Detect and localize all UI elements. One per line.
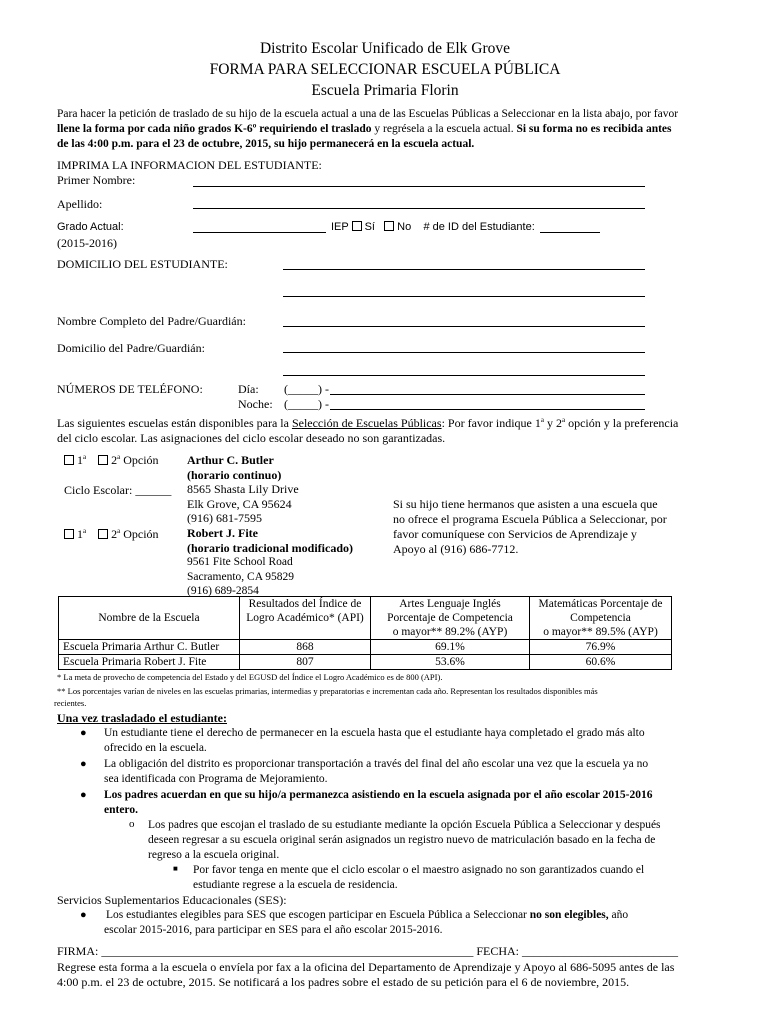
student-id-field[interactable]	[540, 232, 600, 233]
butler-second-choice-checkbox[interactable]	[98, 455, 108, 465]
grade-field[interactable]	[193, 232, 326, 233]
iep-yes-checkbox[interactable]	[352, 221, 362, 231]
parent-address-field-1[interactable]	[283, 352, 645, 353]
student-address-field-1[interactable]	[283, 269, 645, 270]
intro-line-3: de las 4:00 p.m. para el 23 de octubre, 2015, su hijo permanecerá en la escuela actual.	[57, 138, 475, 150]
school-fite-schedule: (horario tradicional modificado)	[187, 540, 353, 555]
grade-label: Grado Actual:	[57, 221, 124, 233]
cell-math: 76.9%	[530, 640, 672, 655]
day-phone-label: Día:	[238, 382, 259, 396]
header-math: Matemáticas Porcentaje de Competencia o mayor** 89.5% (AYP)	[530, 597, 672, 640]
cell-ela: 69.1%	[371, 640, 530, 655]
header-ela: Artes Lenguaje Inglés Porcentaje de Competencia o mayor** 89.2% (AYP)	[371, 597, 530, 640]
cell-math: 60.6%	[530, 655, 672, 670]
cell-school: Escuela Primaria Robert J. Fite	[59, 655, 240, 670]
cell-school: Escuela Primaria Arthur C. Butler	[59, 640, 240, 655]
siblings-note: Si su hijo tiene hermanos que asisten a una escuela que no ofrece el programa Escuela Pública a Seleccionar, por favor comuníquese con Servicios de Aprendizaje y Apoyo al (916) 686-7712.	[393, 497, 667, 556]
closing-line-2: 4:00 p.m. el 23 de octubre, 2015. Se notificará a los padres sobre el estado de su petición para el 6 de noviembre, 2015.	[57, 975, 630, 989]
footnote-percentages: ** Los porcentajes varían de niveles en las escuelas primarias, intermedias y preparatorias e incrementan cada año. Representan los resultados disponibles más	[57, 686, 598, 696]
district-title: Distrito Escolar Unificado de Elk Grove	[259, 40, 511, 57]
cell-api: 868	[240, 640, 371, 655]
circle-bullet-icon: o	[129, 818, 135, 830]
after-transfer-item-2: La obligación del distrito es proporcionar transportación a través del final del año escolar una vez que la escuela ya no sea identificada con Programa de Mejoramiento.	[104, 758, 649, 785]
iep-yes-label: Sí	[364, 221, 375, 233]
iep-no-checkbox[interactable]	[384, 221, 394, 231]
parent-name-label: Nombre Completo del Padre/Guardián:	[57, 314, 246, 328]
last-name-field[interactable]	[193, 208, 645, 209]
first-name-field[interactable]	[193, 186, 645, 187]
school-butler-name: Arthur C. Butler	[187, 453, 274, 467]
parent-name-field[interactable]	[283, 326, 645, 327]
student-info-heading: IMPRIMA LA INFORMACION DEL ESTUDIANTE:	[57, 158, 322, 172]
iep-group	[331, 221, 535, 233]
parent-address-field-2[interactable]	[283, 375, 645, 376]
day-phone-field[interactable]	[330, 394, 645, 395]
intro-line-2: llene la forma por cada niño grados K-6º requiriendo el traslado y regrésela a la escuela actual. Si su forma no es recibida antes	[57, 123, 672, 135]
table-row	[59, 640, 672, 655]
bullet-icon: ●	[80, 789, 87, 801]
schools-intro-line-1: Las siguientes escuelas están disponibles para la Selección de Escuelas Públicas: Por favor indique 1$^a$ y 2$^a$ opción y la preferencia	[57, 416, 679, 430]
first-name-label: Primer Nombre:	[57, 173, 136, 187]
ses-heading: Servicios Suplementarios Educacionales (SES):	[57, 893, 287, 907]
signature-date-line[interactable]: FIRMA: ______________________________________________________________ FECHA: __________________________	[57, 944, 679, 958]
school-butler-city: Elk Grove, CA 95624	[187, 496, 292, 511]
table-row	[59, 655, 672, 670]
form-title: FORMA PARA SELECCIONAR ESCUELA PÚBLICA	[209, 61, 561, 78]
school-fite-info	[187, 526, 353, 599]
iep-no-label: No	[397, 221, 412, 233]
header-api: Resultados del Índice de Logro Académico* (API)	[240, 597, 371, 640]
school-butler-info	[187, 453, 299, 526]
night-phone-prefix: (_____) -	[284, 397, 329, 411]
after-transfer-heading: Una vez trasladado el estudiante:	[57, 711, 227, 725]
student-address-label: DOMICILIO DEL ESTUDIANTE:	[57, 257, 228, 271]
student-id-label: # de ID del Estudiante:	[423, 221, 535, 233]
intro-line-1: Para hacer la petición de traslado de su hijo de la escuela actual a una de las Escuelas Públicas a Seleccionar en la lista abajo, por favor	[57, 108, 679, 120]
school-cycle-field[interactable]: Ciclo Escolar: ______	[64, 483, 172, 497]
choice-row-fite: 1$^a$ 2$^a$ Opción	[64, 527, 159, 542]
ses-item: Los estudiantes elegibles para SES que escogen participar en Escuela Pública a Seleccionar no son elegibles, año	[106, 909, 629, 921]
after-transfer-subsubitem: Por favor tenga en mente que el ciclo escolar o el maestro asignado no son garantizados cuando el estudiante regrese a la escuela de residencia.	[193, 864, 645, 891]
fite-first-choice-checkbox[interactable]	[64, 529, 74, 539]
school-butler-phone: (916) 681-7595	[187, 511, 262, 525]
school-butler-schedule: (horario continuo)	[187, 467, 282, 482]
square-bullet-icon: ■	[173, 864, 178, 873]
school-fite-phone: (916) 689-2854	[187, 585, 259, 597]
bullet-icon: ●	[80, 758, 87, 770]
day-phone-prefix: (_____) -	[284, 382, 329, 396]
bullet-icon: ●	[80, 909, 87, 921]
school-title: Escuela Primaria Florin	[311, 82, 459, 99]
cell-api: 807	[240, 655, 371, 670]
bullet-icon: ●	[80, 727, 87, 739]
footnote-api: * La meta de provecho de competencia del Estado y del EGUSD del Índice el Logro Académico es de 800 (API).	[57, 672, 443, 682]
choice-row-butler: 1$^a$ 2$^a$ Opción	[64, 453, 159, 468]
school-fite-name: Robert J. Fite	[187, 526, 258, 540]
header-school-name: Nombre de la Escuela	[59, 597, 240, 640]
table-header-row	[59, 597, 672, 640]
school-butler-street: 8565 Shasta Lily Drive	[187, 482, 299, 496]
parent-address-label: Domicilio del Padre/Guardián:	[57, 341, 205, 355]
after-transfer-item-3: Los padres acuerdan en que su hijo/a permanezca asistiendo en la escuela asignada por el año escolar 2015-2016 entero.	[104, 789, 653, 816]
intro-paragraph	[57, 107, 717, 152]
night-phone-label: Noche:	[238, 397, 273, 411]
last-name-label: Apellido:	[57, 197, 103, 211]
fite-second-choice-checkbox[interactable]	[98, 529, 108, 539]
footnote-recent: recientes.	[54, 698, 87, 708]
public-school-selection-link: Selección de Escuelas Públicas	[291, 416, 442, 430]
after-transfer-item-1: Un estudiante tiene el derecho de permanecer en la escuela hasta que el estudiante haya completado el grado más alto ofrecido en la escuela.	[104, 727, 645, 754]
school-fite-street: 9561 Fite School Road	[187, 556, 293, 568]
after-transfer-subitem: Los padres que escojan el traslado de su estudiante mediante la opción Escuela Pública a Seleccionar y después deseen regresar a su escuela original serán asignados un registro nuevo de matriculación basado en la fecha de regreso a la escuela original.	[148, 819, 661, 861]
iep-label: IEP	[331, 221, 349, 233]
cell-ela: 53.6%	[371, 655, 530, 670]
phone-numbers-label: NÚMEROS DE TELÉFONO:	[57, 382, 203, 396]
school-year-label: (2015-2016)	[57, 236, 117, 250]
butler-first-choice-checkbox[interactable]	[64, 455, 74, 465]
closing-line-1: Regrese esta forma a la escuela o envíela por fax a la oficina del Departamento de Aprendizaje y Apoyo al 686-5095 antes de las	[57, 960, 675, 974]
schools-intro-line-2: del ciclo escolar. Las asignaciones del ciclo escolar deseado no son garantizadas.	[57, 431, 446, 445]
school-fite-city: Sacramento, CA 95829	[187, 570, 294, 583]
ses-item-line-2: escolar 2015-2016, para participar en SES para el año escolar 2015-2016.	[104, 924, 443, 936]
night-phone-field[interactable]	[330, 409, 645, 410]
student-address-field-2[interactable]	[283, 296, 645, 297]
school-results-table	[58, 596, 672, 670]
